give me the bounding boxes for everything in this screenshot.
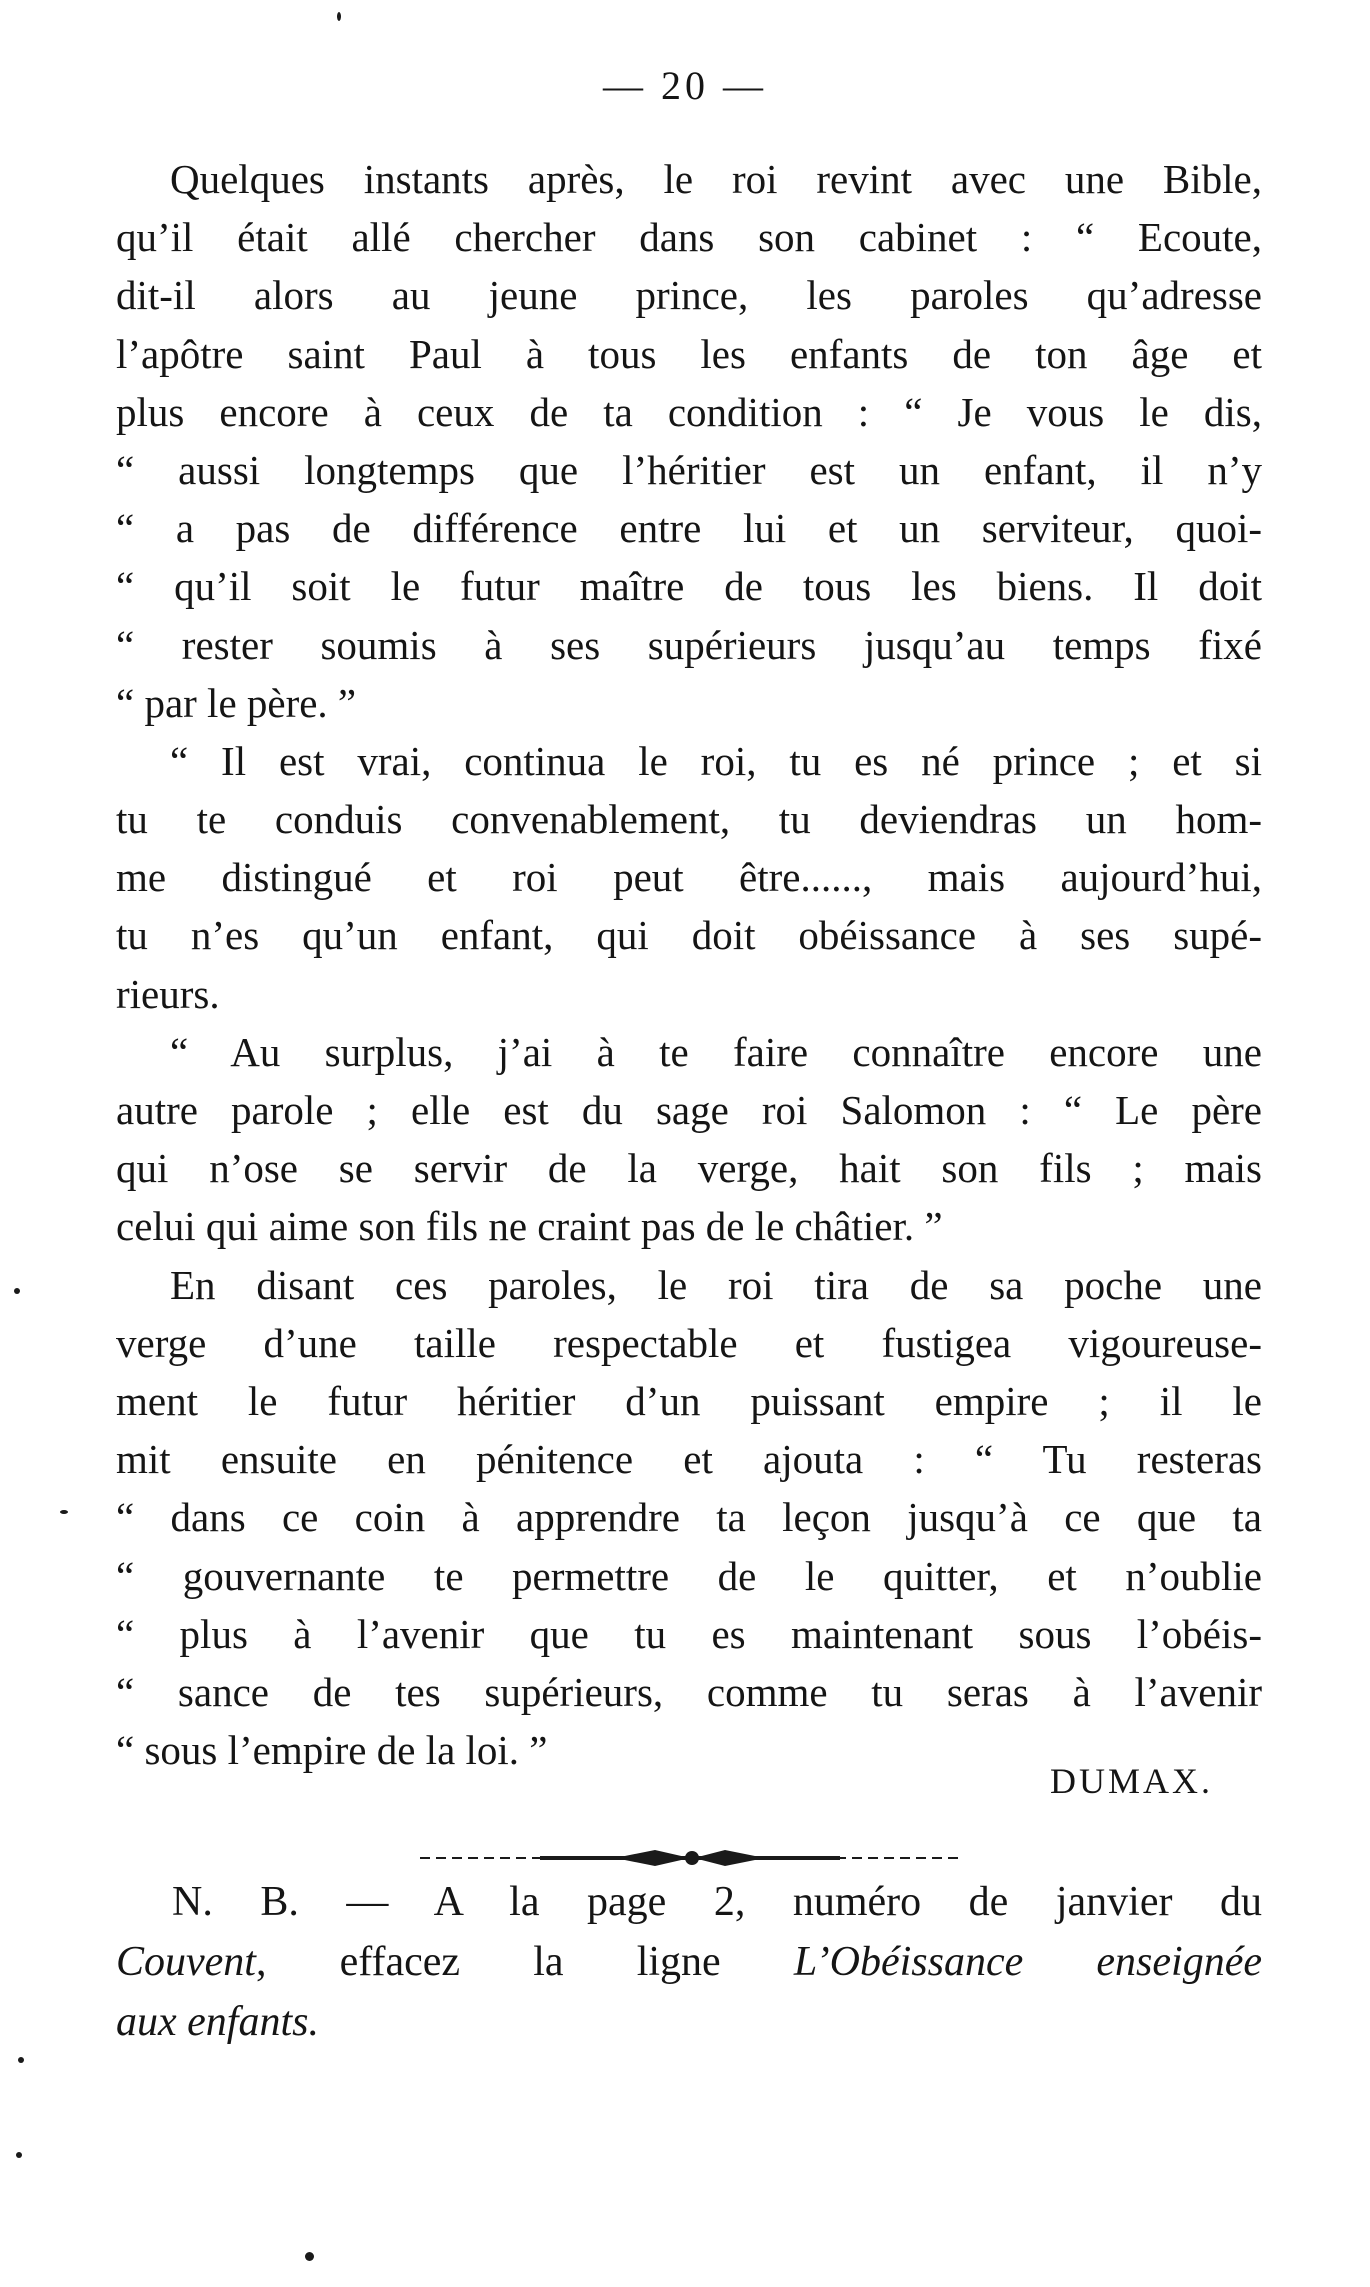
note-line: N. B. — A la page 2, numéro de janvier du bbox=[172, 1879, 1262, 1925]
scan-speck bbox=[18, 2057, 24, 2063]
text-line: “ dans ce coin à apprendre ta leçon jusqu’à ce que ta bbox=[116, 1494, 1262, 1541]
text-line: “ Au surplus, j’ai à te faire connaître encore une bbox=[170, 1028, 1262, 1075]
text-line: En disant ces paroles, le roi tira de sa poche une bbox=[170, 1261, 1262, 1308]
text-line: dit-il alors au jeune prince, les paroles qu’adresse bbox=[116, 272, 1262, 319]
text-line: qu’il était allé chercher dans son cabinet : “ Ecoute, bbox=[116, 214, 1262, 261]
text-line: “ sance de tes supérieurs, comme tu seras à l’avenir bbox=[116, 1668, 1262, 1715]
page-number: — 20 — bbox=[603, 63, 767, 108]
text-line: “ gouvernante te permettre de le quitter, et n’oublie bbox=[116, 1552, 1262, 1599]
text-line: ment le futur héritier d’un puissant empire ; il le bbox=[116, 1377, 1262, 1424]
text-line: Quelques instants après, le roi revint avec une Bible, bbox=[170, 156, 1262, 202]
text-line: rieurs. bbox=[116, 970, 220, 1017]
scan-speck bbox=[60, 1510, 68, 1514]
note-line: aux enfants. bbox=[116, 1999, 319, 2045]
scan-speck bbox=[16, 2152, 22, 2158]
scan-speck bbox=[305, 2252, 314, 2261]
body-text bbox=[116, 150, 1262, 1779]
scan-speck bbox=[337, 12, 341, 21]
text-line: “ a pas de différence entre lui et un serviteur, quoi- bbox=[116, 505, 1262, 552]
text-line: “ par le père. ” bbox=[116, 679, 357, 726]
text-line: “ qu’il soit le futur maître de tous les biens. Il doit bbox=[116, 563, 1262, 610]
editorial-note bbox=[116, 1872, 1262, 2052]
author-signature: DUMAX. bbox=[1050, 1761, 1214, 1801]
text-line: celui qui aime son fils ne craint pas de le châtier. ” bbox=[116, 1203, 943, 1250]
text-line: “ Il est vrai, continua le roi, tu es né prince ; et si bbox=[170, 737, 1262, 784]
text-line: qui n’ose se servir de la verge, hait son fils ; mais bbox=[116, 1145, 1262, 1192]
text-line: l’apôtre saint Paul à tous les enfants de ton âge et bbox=[116, 330, 1262, 377]
scan-speck bbox=[14, 1288, 20, 1294]
text-line: plus encore à ceux de ta condition : “ Je vous le dis, bbox=[116, 388, 1262, 435]
note-text: , effacez la ligne bbox=[255, 1939, 794, 1985]
text-line: tu n’es qu’un enfant, qui doit obéissance à ses supé- bbox=[116, 912, 1262, 959]
note-line bbox=[116, 1932, 1262, 1992]
text-line: “ sous l’empire de la loi. ” bbox=[116, 1727, 548, 1774]
note-title-obeissance: L’Obéissance enseignée bbox=[793, 1939, 1262, 1985]
text-line: verge d’une taille respectable et fustigea vigoureuse- bbox=[116, 1319, 1262, 1366]
note-title-couvent: Couvent bbox=[116, 1939, 256, 1985]
text-line: “ aussi longtemps que l’héritier est un enfant, il n’y bbox=[116, 446, 1262, 493]
text-line: “ rester soumis à ses supérieurs jusqu’au temps fixé bbox=[116, 621, 1262, 668]
text-line: mit ensuite en pénitence et ajouta : “ Tu resteras bbox=[116, 1436, 1262, 1483]
text-line: “ plus à l’avenir que tu es maintenant sous l’obéis- bbox=[116, 1610, 1262, 1657]
text-line: me distingué et roi peut être......, mais aujourd’hui, bbox=[116, 854, 1262, 901]
ornament-divider bbox=[420, 1843, 960, 1873]
text-line: autre parole ; elle est du sage roi Salomon : “ Le père bbox=[116, 1087, 1262, 1133]
text-line: tu te conduis convenablement, tu deviendras un hom- bbox=[116, 796, 1262, 843]
